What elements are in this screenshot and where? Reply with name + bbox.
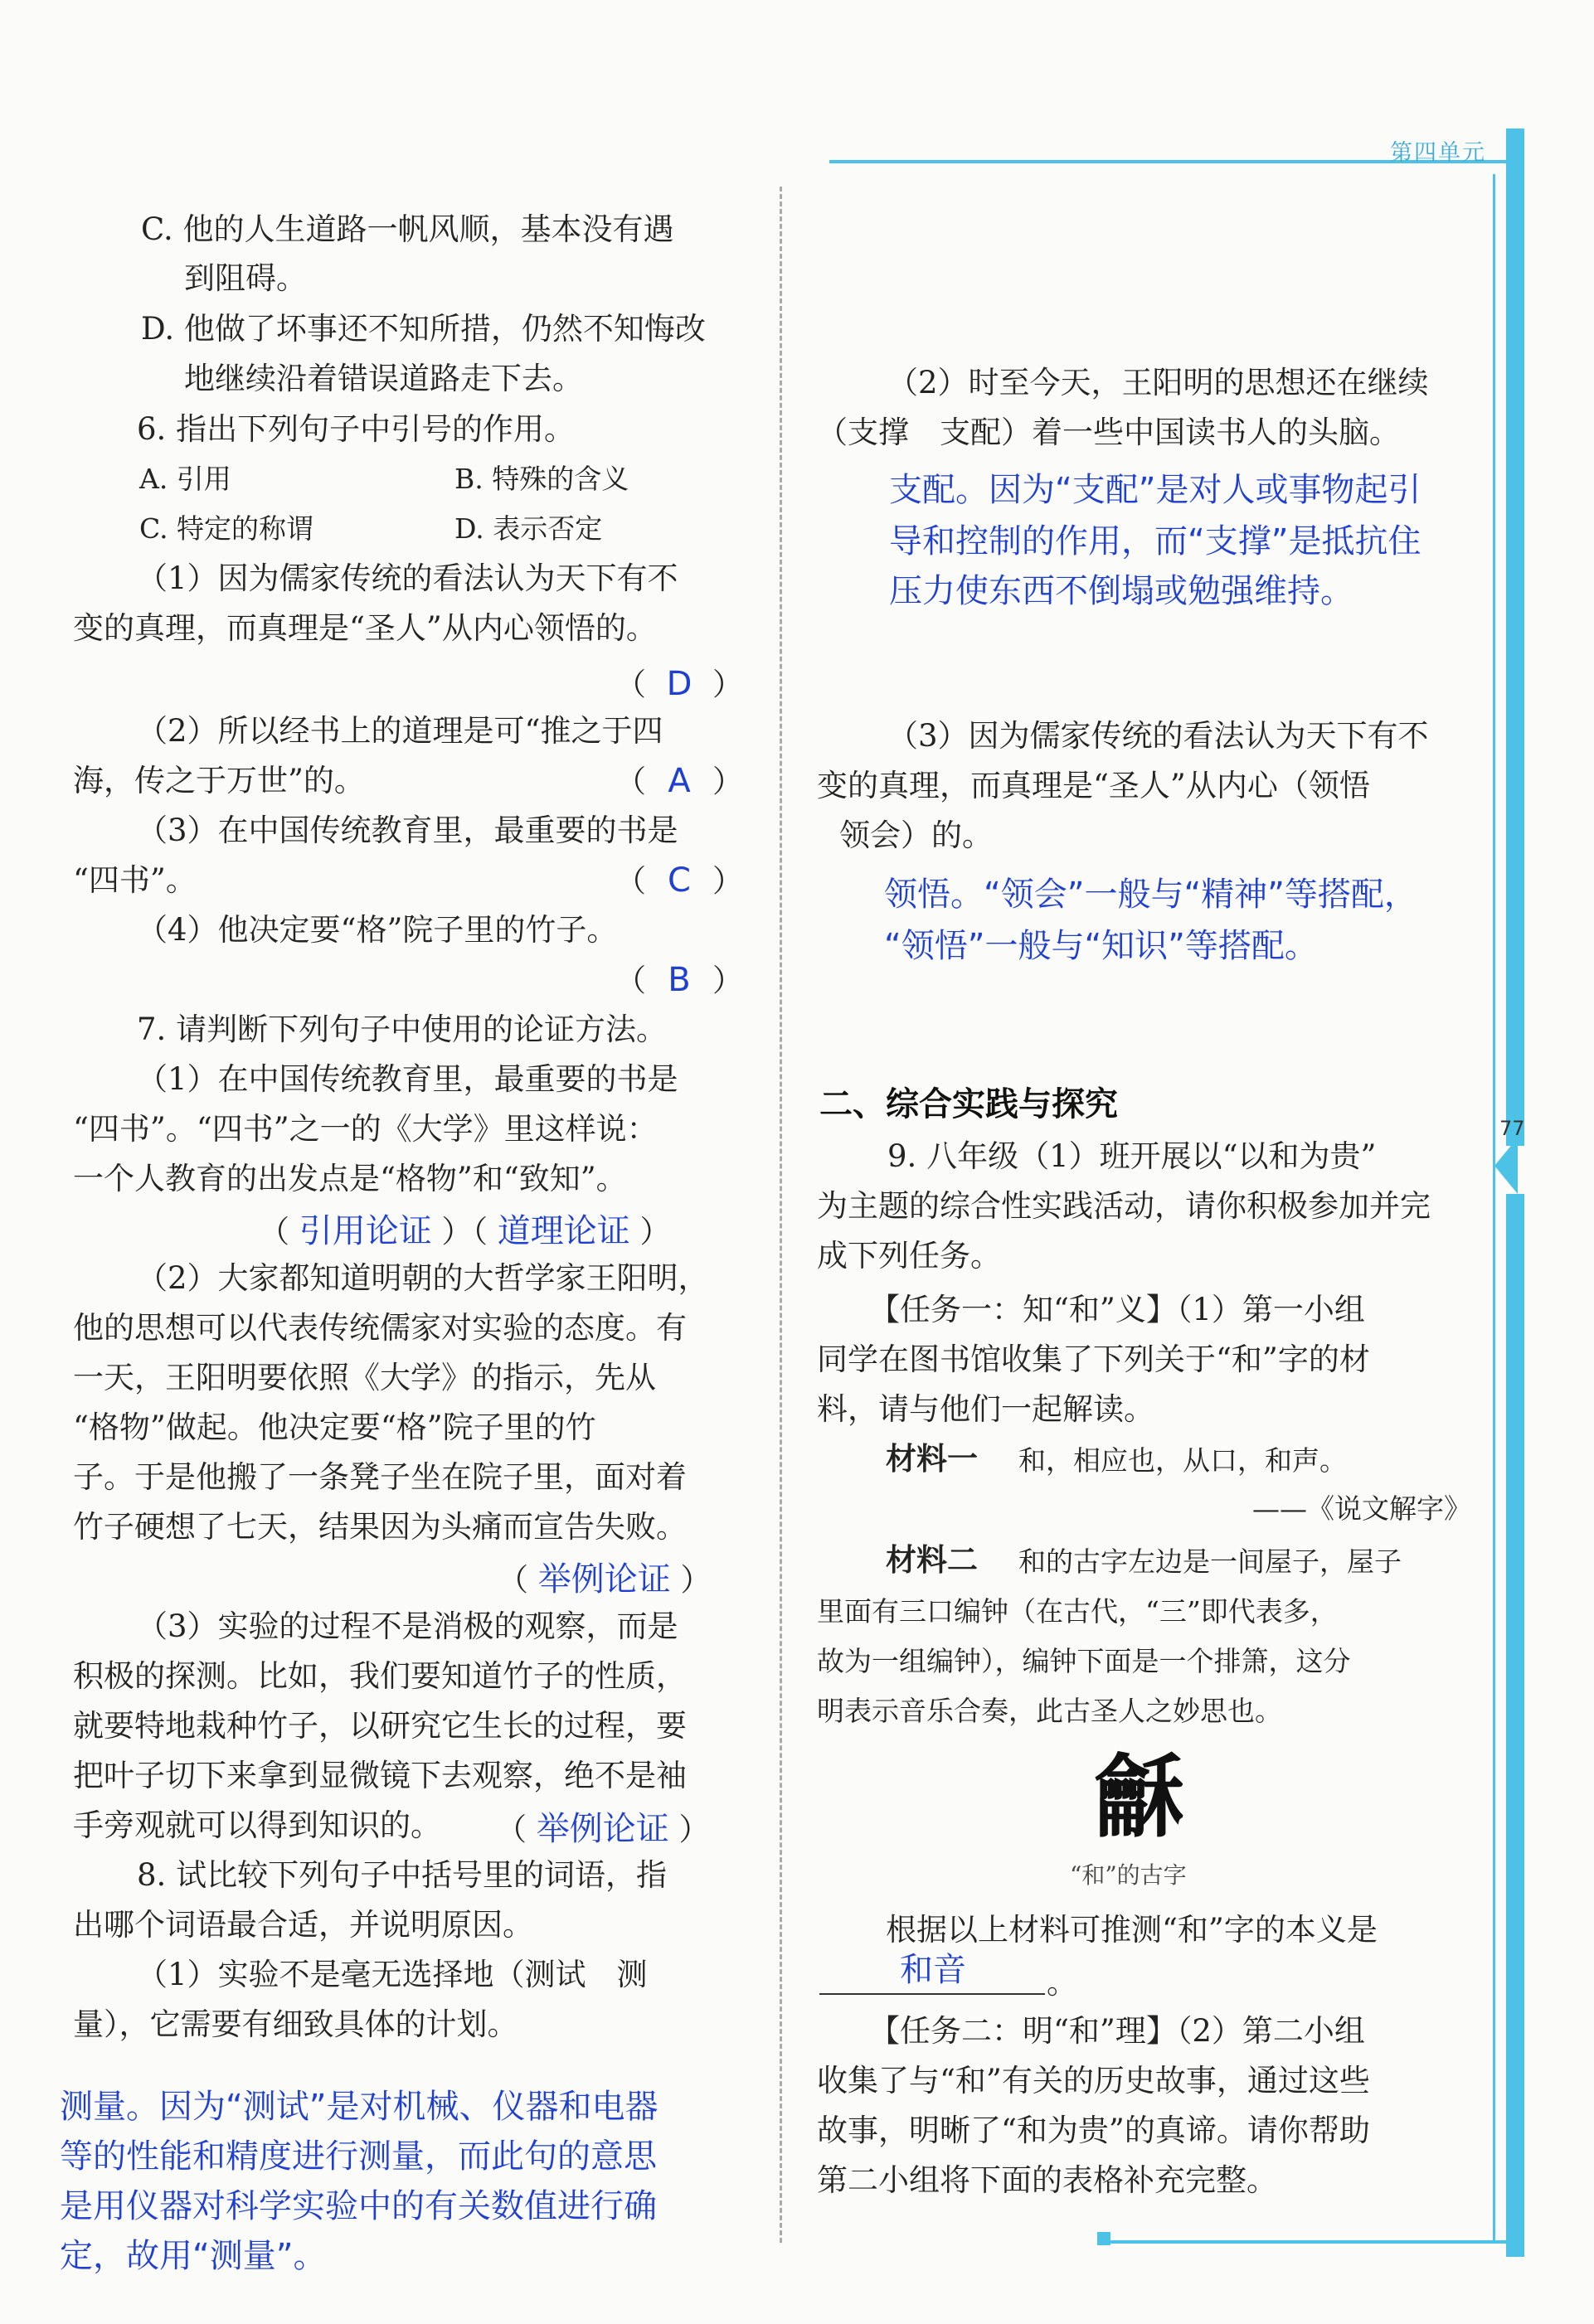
column-divider: [780, 187, 782, 2243]
q6-option-b: B. 特殊的含义: [454, 463, 629, 495]
q7-s1-line3: 一个人教育的出发点是“格物”和“致知”。: [73, 1161, 627, 1196]
q5-option-d-line1: D. 他做了坏事还不知所措，仍然不知悔改: [141, 311, 706, 347]
q8-answer-2-line3: 压力使东西不倒塌或勉强维持。: [889, 572, 1353, 610]
q9-line1: 9. 八年级（1）班开展以“以和为贵”: [887, 1138, 1377, 1174]
bottom-square: [1097, 2232, 1110, 2245]
q7-s1-line2: “四书”。“四书”之一的《大学》里这样说：: [73, 1111, 658, 1147]
q6-s4-line1: （4）他决定要“格”院子里的竹子。: [137, 912, 618, 948]
inference-answer: 和音: [900, 1951, 966, 1989]
q8-answer-3-line1: 领悟。“领会”一般与“精神”等搭配，: [884, 876, 1417, 914]
q7-s3-line1: （3）实验的过程不是消极的观察，而是: [137, 1608, 678, 1644]
q8-answer-1-line4: 定，故用“测量”。: [60, 2237, 327, 2275]
q7-answer-1b: 道理论证: [497, 1212, 630, 1250]
task1-line1: 【任务一：知“和”义】（1）第一小组: [869, 1292, 1365, 1327]
material-1-label: 材料一: [886, 1441, 978, 1477]
section-2-title: 二、综合实践与探究: [819, 1085, 1118, 1123]
unit-label: 第四单元: [1390, 140, 1486, 166]
q7-answer-3: 举例论证: [536, 1810, 669, 1848]
task2-line4: 第二小组将下面的表格补充完整。: [817, 2162, 1277, 2198]
q6-a2-paren: （ A ）: [615, 756, 743, 807]
q7-s2-line2: 他的思想可以代表传统儒家对实验的态度。有: [73, 1310, 687, 1346]
q8-s3-line3: 领会）的。: [839, 818, 993, 853]
side-notch: [1494, 1138, 1518, 1194]
q8-s3-line1: （3）因为儒家传统的看法认为天下有不: [887, 718, 1429, 754]
q6-a4-paren: （ B ）: [615, 955, 743, 1006]
q8-s1-line2: 量），它需要有细致具体的计划。: [73, 2006, 518, 2042]
q7-s1-line1: （1）在中国传统教育里，最重要的书是: [137, 1061, 678, 1097]
q6-a1-paren: （ D ）: [615, 659, 743, 710]
material-2-line3: 故为一组编钟），编钟下面是一个排箫，这分: [817, 1645, 1351, 1677]
q7-s3-line5: 手旁观就可以得到知识的。: [73, 1807, 441, 1843]
material-1-text: 和，相应也，从口，和声。: [1018, 1444, 1347, 1477]
q8-answer-3-line2: “领悟”一般与“知识”等搭配。: [884, 927, 1318, 965]
side-thin-line: [1493, 174, 1495, 2240]
material-2-line2: 里面有三口编钟（在古代，“三”即代表多，: [817, 1595, 1338, 1628]
q8-s1-line1: （1）实验不是毫无选择地（测试 测: [137, 1957, 648, 1992]
q7-s2-line5: 子。于是他搬了一条凳子坐在院子里，面对着: [73, 1459, 687, 1495]
q7-s3-line3: 就要特地栽种竹子，以研究它生长的过程，要: [73, 1708, 687, 1744]
material-2-label: 材料二: [886, 1542, 978, 1578]
material-1-source: ——《说文解字》: [1252, 1492, 1471, 1525]
q6-answer-2: A: [668, 762, 691, 800]
q7-s2-line3: 一天，王阳明要依照《大学》的指示，先从: [73, 1360, 656, 1395]
q8-answer-2-line1: 支配。因为“支配”是对人或事物起引: [889, 471, 1421, 509]
task2-line1: 【任务二：明“和”理】（2）第二小组: [869, 2013, 1365, 2049]
q6-option-d: D. 表示否定: [454, 512, 603, 545]
q6-option-c: C. 特定的称谓: [139, 512, 314, 545]
q9-line2: 为主题的综合性实践活动，请你积极参加并完: [817, 1188, 1431, 1224]
task2-line3: 故事，明晰了“和为贵”的真谛。请你帮助: [817, 2113, 1370, 2148]
q6-option-a: A. 引用: [139, 463, 231, 495]
task1-line2: 同学在图书馆收集了下列关于“和”字的材: [817, 1342, 1370, 1377]
task1-line3: 料，请与他们一起解读。: [817, 1391, 1154, 1427]
inference-text: 根据以上材料可推测“和”字的本义是: [886, 1912, 1378, 1948]
q8-answer-1-line1: 测量。因为“测试”是对机械、仪器和电器: [60, 2088, 658, 2126]
q6-s2-line2: 海，传之于万世”的。: [73, 763, 365, 798]
glyph-caption: “和”的古字: [1070, 1861, 1187, 1889]
q7-a1-parens: （ 引用论证 ）（ 道理论证 ）: [259, 1212, 671, 1250]
q7-s3-line2: 积极的探测。比如，我们要知道竹子的性质，: [73, 1658, 687, 1694]
q6-s2-line1: （2）所以经书上的道理是可“推之于四: [137, 713, 663, 749]
q8-s3-line2: 变的真理，而真理是“圣人”从内心（领悟: [817, 768, 1370, 803]
q7-a2-paren: （ 举例论证 ）: [498, 1560, 712, 1599]
inference-period: 。: [1047, 1965, 1077, 2001]
inference-blank: [819, 1993, 1045, 1995]
q6-answer-3: C: [668, 861, 691, 900]
q6-s3-line1: （3）在中国传统教育里，最重要的书是: [137, 813, 678, 848]
q8-stem-line2: 出哪个词语最合适，并说明原因。: [73, 1907, 533, 1943]
q8-stem-line1: 8. 试比较下列句子中括号里的词语，指: [137, 1857, 668, 1893]
q6-answer-1: D: [666, 665, 693, 703]
q7-s2-line6: 竹子硬想了七天，结果因为头痛而宣告失败。: [73, 1509, 687, 1545]
q5-option-d-line2: 地继续沿着错误道路走下去。: [184, 361, 583, 396]
material-2-line1: 和的古字左边是一间屋子，屋子: [1018, 1545, 1402, 1578]
q6-a3-paren: （ C ）: [615, 856, 743, 906]
q6-s1-line2: 变的真理，而真理是“圣人”从内心领悟的。: [73, 610, 657, 646]
q7-stem: 7. 请判断下列句子中使用的论证方法。: [137, 1012, 668, 1047]
q5-option-c-line1: C. 他的人生道路一帆风顺，基本没有遇: [141, 211, 674, 247]
q8-answer-2-line2: 导和控制的作用，而“支撑”是抵抗住: [889, 522, 1421, 560]
q6-s3-line2: “四书”。: [73, 862, 197, 898]
page-number: 77: [1499, 1117, 1525, 1140]
q8-answer-1-line3: 是用仪器对科学实验中的有关数值进行确: [60, 2187, 657, 2225]
q6-s1-line1: （1）因为儒家传统的看法认为天下有不: [137, 560, 678, 596]
ancient-he-glyph: 龢: [1095, 1745, 1185, 1850]
task2-line2: 收集了与“和”有关的历史故事，通过这些: [817, 2063, 1370, 2098]
q8-answer-1-line2: 等的性能和精度进行测量，而此句的意思: [60, 2137, 657, 2176]
side-bar-lower: [1506, 1194, 1524, 2257]
bottom-rule: [1099, 2240, 1518, 2244]
q8-s2-line2: （支撑 支配）着一些中国读书人的头脑。: [817, 415, 1400, 450]
q7-answer-1a: 引用论证: [299, 1212, 432, 1250]
q6-answer-4: B: [668, 961, 691, 999]
q7-s2-line4: “格物”做起。他决定要“格”院子里的竹: [73, 1409, 596, 1445]
q7-s2-line1: （2）大家都知道明朝的大哲学家王阳明，: [137, 1260, 709, 1296]
q9-line3: 成下列任务。: [817, 1238, 1001, 1274]
q5-option-c-line2: 到阻碍。: [184, 260, 307, 296]
q7-a3-paren: （ 举例论证 ）: [496, 1810, 710, 1848]
material-2-line4: 明表示音乐合奏，此古圣人之妙思也。: [817, 1695, 1282, 1727]
q7-s3-line4: 把叶子切下来拿到显微镜下去观察，绝不是袖: [73, 1758, 687, 1793]
q8-s2-line1: （2）时至今天，王阳明的思想还在继续: [887, 365, 1429, 400]
q7-answer-2: 举例论证: [537, 1560, 671, 1599]
q6-stem: 6. 指出下列句子中引号的作用。: [137, 411, 576, 447]
side-bar-upper: [1506, 129, 1524, 1146]
